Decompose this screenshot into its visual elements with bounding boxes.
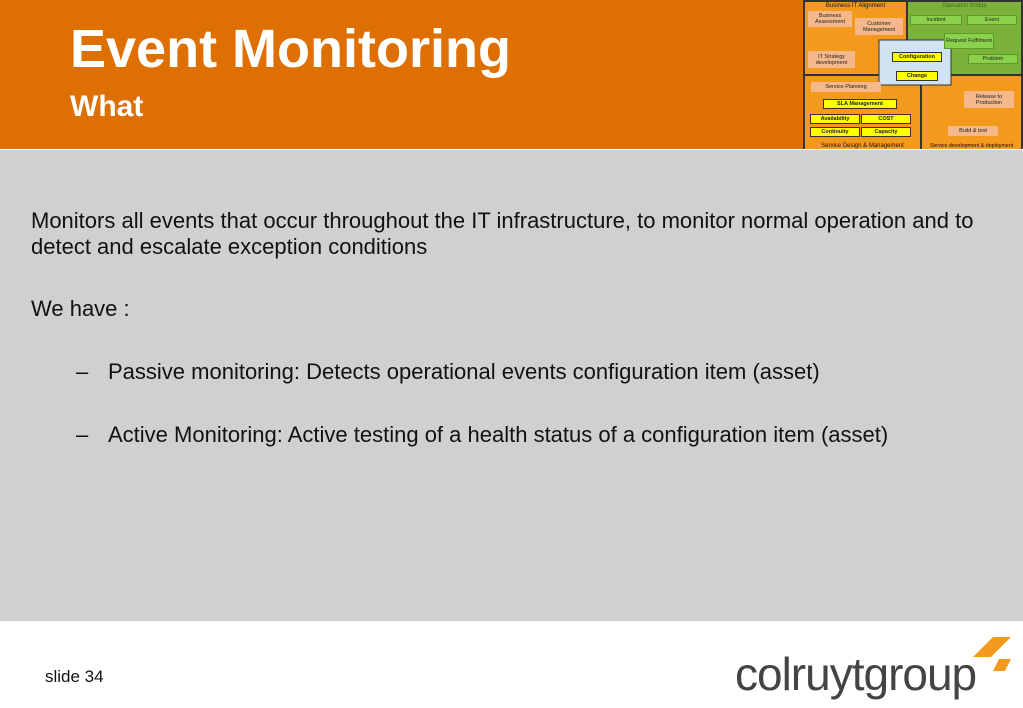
colruyt-group-logo: [735, 631, 1015, 706]
label-service-development: Service development & deployment: [929, 143, 1014, 149]
label-business-it-alignment: Business IT Alignment: [825, 3, 886, 9]
bullet-text: Passive monitoring: Detects operational events configuration item (asset): [108, 359, 820, 384]
slide-subtitle: What: [70, 90, 144, 123]
bullet-dash: –: [76, 422, 89, 447]
box-release-to-production: Release to Production: [964, 91, 1014, 108]
box-continuity: Continuity: [810, 127, 860, 137]
slide-content: [0, 149, 1023, 622]
logo-orange-mark-icon: [971, 635, 1013, 673]
bullet-text: Active Monitoring: Active testing of a health status of a configuration item (asset): [108, 422, 889, 447]
logo-wordmark: colruytgroup: [735, 648, 977, 700]
we-have-text: We have :: [31, 296, 130, 321]
box-cost: COST: [861, 114, 911, 124]
box-incident: Incident: [910, 15, 962, 25]
box-service-planning: Service Planning: [811, 82, 881, 92]
box-business-assessment: Business Assessment: [808, 11, 852, 27]
box-problem: Problem: [968, 54, 1018, 64]
box-customer-management: Customer Management: [855, 18, 903, 35]
it-process-diagram: [803, 0, 1023, 152]
box-configuration: Configuration: [892, 52, 942, 62]
slide-footer: [0, 621, 1023, 708]
bullet-passive-monitoring: [76, 359, 976, 385]
box-event: Event: [967, 15, 1017, 25]
box-build-and-test: Build & test: [948, 126, 998, 136]
slide-number: slide 34: [45, 667, 104, 686]
box-sla-management: SLA Management: [823, 99, 897, 109]
label-operation-bridge: Operation bridge: [942, 3, 987, 9]
box-capacity: Capacity: [861, 127, 911, 137]
slide-title: Event Monitoring: [70, 19, 511, 79]
box-request-fulfilment: Request Fulfilment: [944, 33, 994, 49]
intro-paragraph: Monitors all events that occur throughout the IT infrastructure, to monitor normal operation and to detect and escalate exception conditions: [31, 208, 974, 259]
bullet-active-monitoring: [76, 422, 976, 448]
label-service-design: Service Design & Management: [821, 143, 904, 149]
bullet-dash: –: [76, 359, 89, 384]
slide-header: [0, 0, 1023, 149]
box-it-strategy: IT Strategy development: [808, 51, 855, 68]
box-availability: Availability: [810, 114, 860, 124]
box-change: Change: [896, 71, 938, 81]
